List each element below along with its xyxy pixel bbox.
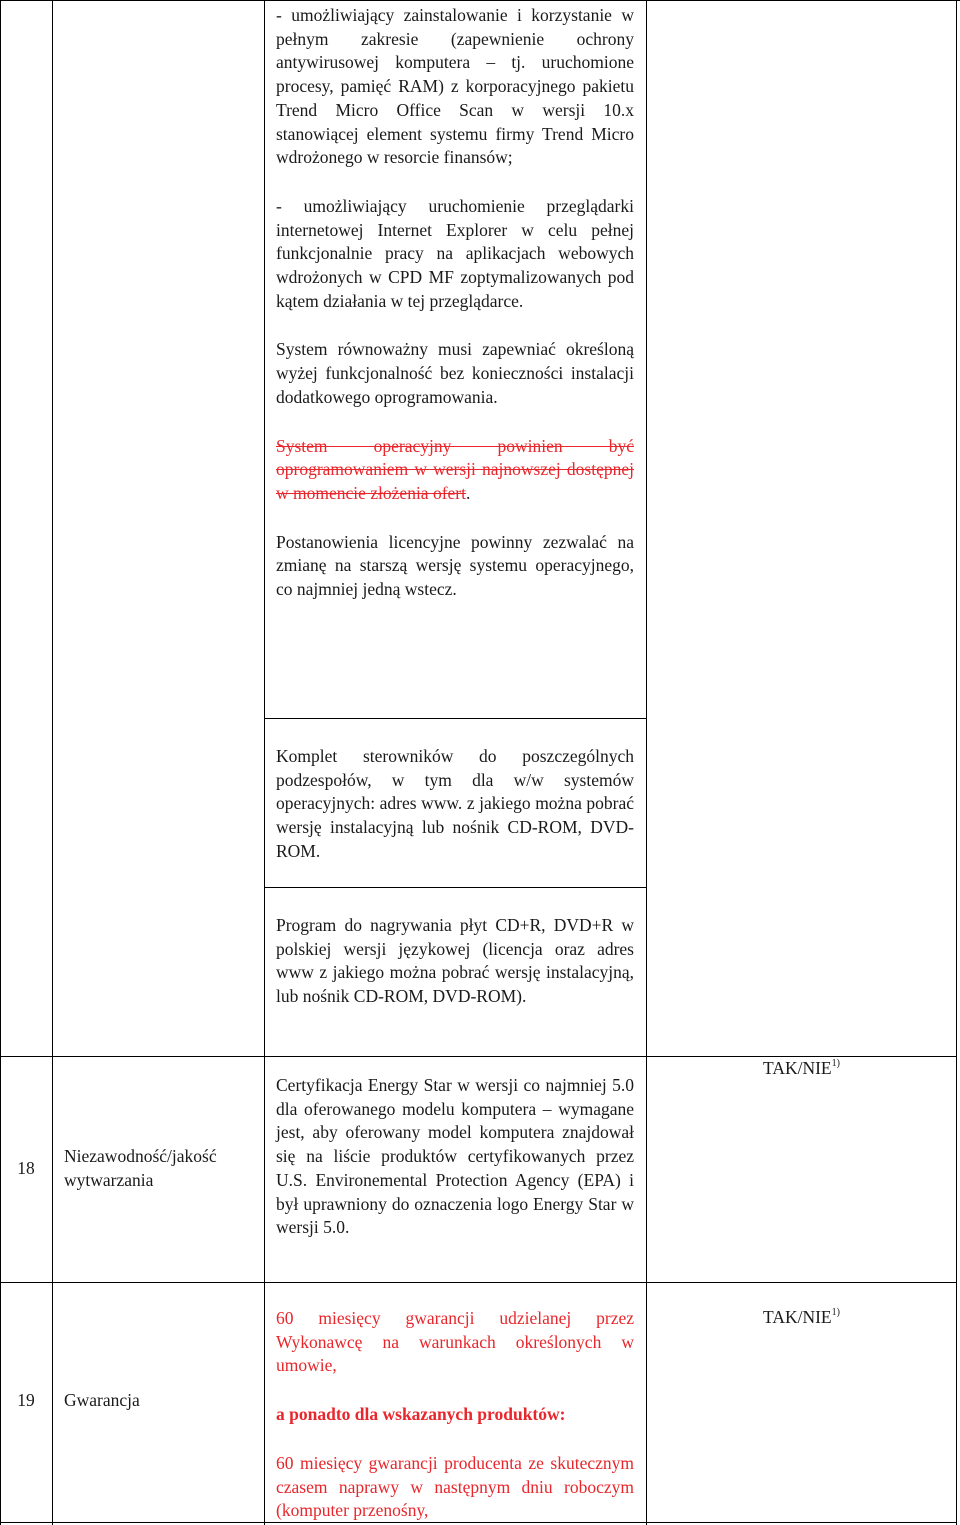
struck-text: System operacyjny powinien być oprogramowaniem w wersji najnowszej dostępnej w momencie złożenia ofert	[276, 435, 634, 503]
row18-answer-footnote: 1)	[831, 1058, 840, 1070]
row18-answer-text: TAK/NIE	[763, 1058, 832, 1078]
internet-explorer-paragraph: - umożliwiający uruchomienie przeglądarki internetowej Internet Explorer w celu pełnej funkcjonalnie pracy na aplikacjach webowych wdrożonych w CPD MF zoptymalizowanych pod kątem działania w tej przeglądarce.	[276, 195, 634, 311]
drivers-cell	[276, 745, 634, 864]
row-divider-license	[264, 718, 646, 719]
row18-requirement-cell	[276, 1074, 634, 1240]
struck-tail: .	[465, 482, 471, 503]
row19-answer-text: TAK/NIE	[763, 1307, 832, 1327]
drivers-paragraph: Komplet sterowników do poszczególnych podzespołów, w tym dla w/w systemów operacyjnych: adres www. z jakiego można pobrać wersję instalacyjną lub nośnik CD-ROM, DVD-ROM.	[276, 746, 634, 861]
row18-requirement: Certyfikacja Energy Star w wersji co najmniej 5.0 dla oferowanego modelu komputera – wymagane jest, aby oferowany model komputera znajdował się na liście produktów certyfikowanych przez U.S. Environemental Protection Agency (EPA) i był uprawniony do oznaczenia logo Energy Star w wersji 5.0.	[276, 1075, 634, 1238]
trend-micro-paragraph: - umożliwiający zainstalowanie i korzystanie w pełnym zakresie (zapewnienie ochrony antywirusowej komputera – tj. uruchomione procesy, pamięć RAM) z korporacyjnego pakietu Trend Micro Office Scan w wersji 10.x stanowiącej element systemu firmy Trend Micro wdrożonego w resorcie finansów;	[276, 5, 634, 168]
os-requirements-text	[276, 4, 634, 602]
row18-name: Niezawodność/jakość wytwarzania	[64, 1146, 217, 1190]
burning-software-cell	[276, 914, 634, 1009]
row18-answer	[647, 1057, 956, 1081]
row19-answer-footnote: 1)	[831, 1307, 840, 1319]
row18-number: 18	[17, 1158, 35, 1178]
col3-divider	[646, 0, 647, 1525]
col1-divider	[52, 0, 53, 1525]
table-top-border	[0, 0, 960, 1]
col2-divider	[264, 0, 265, 1525]
burning-software-paragraph: Program do nagrywania płyt CD+R, DVD+R w polskiej wersji językowej (licencja oraz adres www z jakiego można pobrać wersję instalacyjną, lub nośnik CD-ROM, DVD-ROM).	[276, 915, 634, 1007]
row19-answer	[647, 1306, 956, 1330]
license-paragraph: Postanowienia licencyjne powinny zezwalać na zmianę na starszą wersję systemu operacyjnego, co najmniej jedną wstecz.	[276, 531, 634, 600]
row19-warranty-contractor: 60 miesięcy gwarancji udzielanej przez Wykonawcę na warunkach określonych w umowie,	[276, 1308, 634, 1376]
row-divider-19	[0, 1282, 957, 1283]
table-left-border	[0, 0, 1, 1525]
row19-warranty-cell	[276, 1307, 634, 1523]
equivalent-system-paragraph: System równoważny musi zapewniać określoną wyżej funkcjonalność bez konieczności instalacji dodatkowego oprogramowania.	[276, 339, 634, 407]
row-divider-drivers	[264, 887, 646, 888]
row19-name: Gwarancja	[64, 1390, 140, 1410]
row19-number: 19	[17, 1390, 35, 1410]
struck-paragraph	[276, 435, 634, 506]
row19-warranty-heading: a ponadto dla wskazanych produktów:	[276, 1404, 566, 1425]
row19-warranty-manufacturer: 60 miesięcy gwarancji producenta ze skutecznym czasem naprawy w następnym dniu roboczym (komputer przenośny,	[276, 1452, 634, 1521]
table-right-border	[956, 0, 957, 1525]
